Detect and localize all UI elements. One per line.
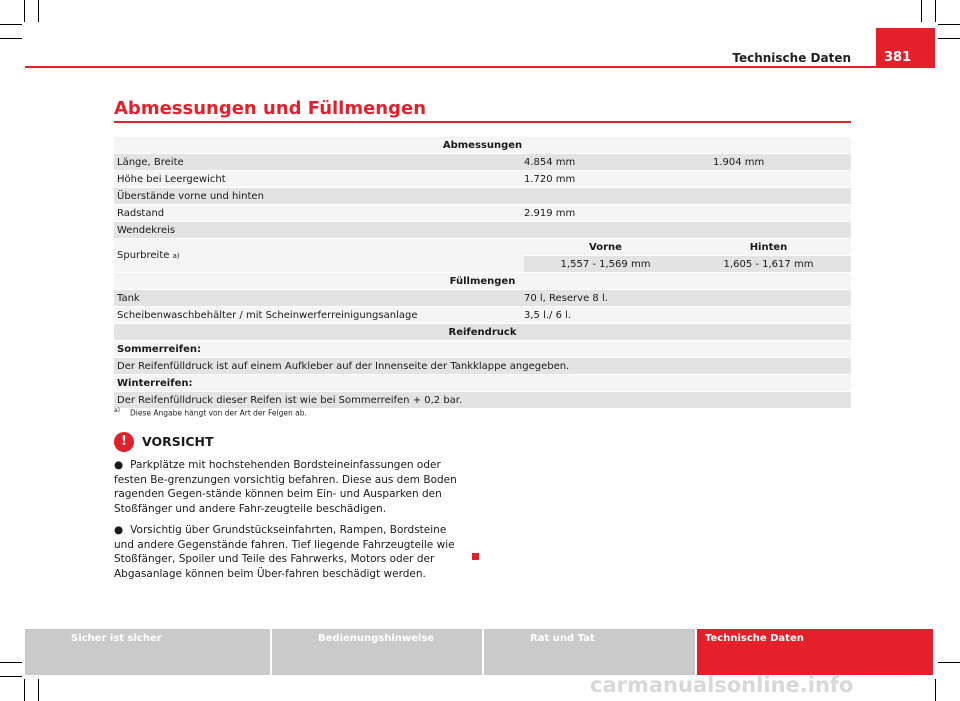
warning-title: VORSICHT — [142, 433, 214, 449]
footnote-marker: a) — [172, 251, 180, 260]
crop-mark — [0, 662, 22, 663]
crop-mark — [938, 662, 960, 663]
row-label: Länge, Breite — [117, 156, 184, 168]
row-value: 70 l, Reserve 8 l. — [524, 292, 608, 304]
tab-technische-daten[interactable]: Technische Daten — [697, 629, 933, 675]
title-rule — [114, 121, 851, 123]
sommer-text: Der Reifenfülldruck ist auf einem Aufkleber auf der Innenseite der Tankklappe angegeben. — [117, 360, 570, 372]
page-number: 381 — [876, 28, 935, 68]
row-label: Höhe bei Leergewicht — [117, 173, 226, 185]
header-rule — [25, 66, 935, 68]
winter-label: Winterreifen: — [117, 377, 193, 389]
row-label: Tank — [117, 292, 140, 304]
crop-mark — [921, 0, 922, 22]
section-title: Technische Daten — [732, 51, 851, 65]
spurbreite-subheader — [524, 239, 851, 256]
warning-heading — [114, 430, 466, 454]
row-label: Radstand — [117, 207, 165, 219]
row-value: 3,5 l./ 6 l. — [524, 309, 572, 321]
crop-mark — [38, 679, 39, 701]
warning-bullet — [114, 523, 466, 581]
table-row — [114, 154, 851, 171]
tab-rat-und-tat[interactable]: Rat und Tat — [484, 629, 695, 675]
reifendruck-header: Reifendruck — [448, 326, 517, 338]
fuellmengen-header: Füllmengen — [449, 275, 516, 287]
row-value: 2.919 mm — [524, 207, 576, 219]
table-header-row — [114, 273, 851, 290]
row-label: Überstände vorne und hinten — [117, 190, 264, 202]
spurbreite-label-cell — [114, 239, 524, 273]
crop-mark — [0, 676, 22, 677]
spurbreite-values — [524, 239, 851, 273]
col-hinten: Hinten — [749, 241, 788, 253]
col-vorne: Vorne — [589, 241, 622, 253]
watermark: carmanualsonline.info — [590, 673, 854, 697]
row-label: Wendekreis — [117, 224, 176, 236]
bullet-text: Vorsichtig über Grundstückseinfahrten, Rampen, Bordsteine und andere Gegenstände fahren. Tief liegende Fahrzeugteile wie Stoßfänger, Spoiler und Teile des Fahrwerks, Motors oder der Abgasanlage können beim Über-fahren beschädigt werden. — [114, 524, 455, 580]
crop-mark — [935, 679, 936, 701]
table-row — [114, 341, 851, 358]
crop-mark — [935, 0, 936, 22]
row-label: Scheibenwaschbehälter / mit Scheinwerferreinigungsanlage — [117, 309, 418, 321]
vorne-value: 1,557 - 1,569 mm — [560, 258, 651, 270]
tab-bedienungshinweise[interactable]: Bedienungshinweise — [272, 629, 482, 675]
crop-mark — [0, 38, 22, 39]
section-end-icon — [472, 553, 479, 560]
warning-box — [114, 430, 466, 588]
table-row — [114, 358, 851, 375]
footnote-marker: a) — [114, 407, 121, 414]
crop-mark — [24, 0, 25, 22]
table-row — [114, 307, 851, 324]
row-label: Spurbreite — [117, 250, 170, 261]
table-header-row — [114, 324, 851, 341]
row-value: 4.854 mm — [524, 156, 576, 168]
crop-mark — [938, 38, 960, 39]
bullet-text: Parkplätze mit hochstehenden Bordsteineinfassungen oder festen Be-grenzungen vorsichtig befahren. Diese aus dem Boden ragenden Gegen-stände können beim Ein- und Ausparken den Stoßfänger und andere Fahr-zeugteile beschädigen. — [114, 459, 457, 515]
crop-mark — [24, 679, 25, 701]
crop-mark — [938, 24, 960, 25]
abmessungen-header: Abmessungen — [442, 139, 523, 151]
warning-icon: ! — [114, 432, 134, 452]
bullet-icon: ● — [114, 524, 124, 536]
table-row — [114, 222, 851, 239]
row-value: 1.904 mm — [713, 156, 765, 168]
table-row — [114, 171, 851, 188]
sommer-label: Sommerreifen: — [117, 343, 202, 355]
footnote-text: Diese Angabe hängt von der Art der Felgen ab. — [130, 408, 307, 418]
spec-table — [114, 137, 851, 409]
table-row — [114, 375, 851, 392]
spurbreite-row — [114, 239, 851, 273]
table-header-row — [114, 137, 851, 154]
winter-text: Der Reifenfülldruck dieser Reifen ist wie bei Sommerreifen + 0,2 bar. — [117, 394, 463, 406]
bullet-icon: ● — [114, 459, 124, 471]
crop-mark — [38, 0, 39, 22]
spurbreite-values-row — [524, 256, 851, 273]
chapter-tabs — [25, 629, 935, 675]
tab-sicher-ist-sicher[interactable]: Sicher ist sicher — [25, 629, 270, 675]
hinten-value: 1,605 - 1,617 mm — [723, 258, 814, 270]
table-row — [114, 290, 851, 307]
page-title: Abmessungen und Füllmengen — [114, 98, 427, 119]
warning-bullet — [114, 458, 466, 516]
crop-mark — [0, 24, 22, 25]
footnote — [114, 407, 307, 418]
row-value: 1.720 mm — [524, 173, 576, 185]
table-row — [114, 205, 851, 222]
table-row — [114, 188, 851, 205]
